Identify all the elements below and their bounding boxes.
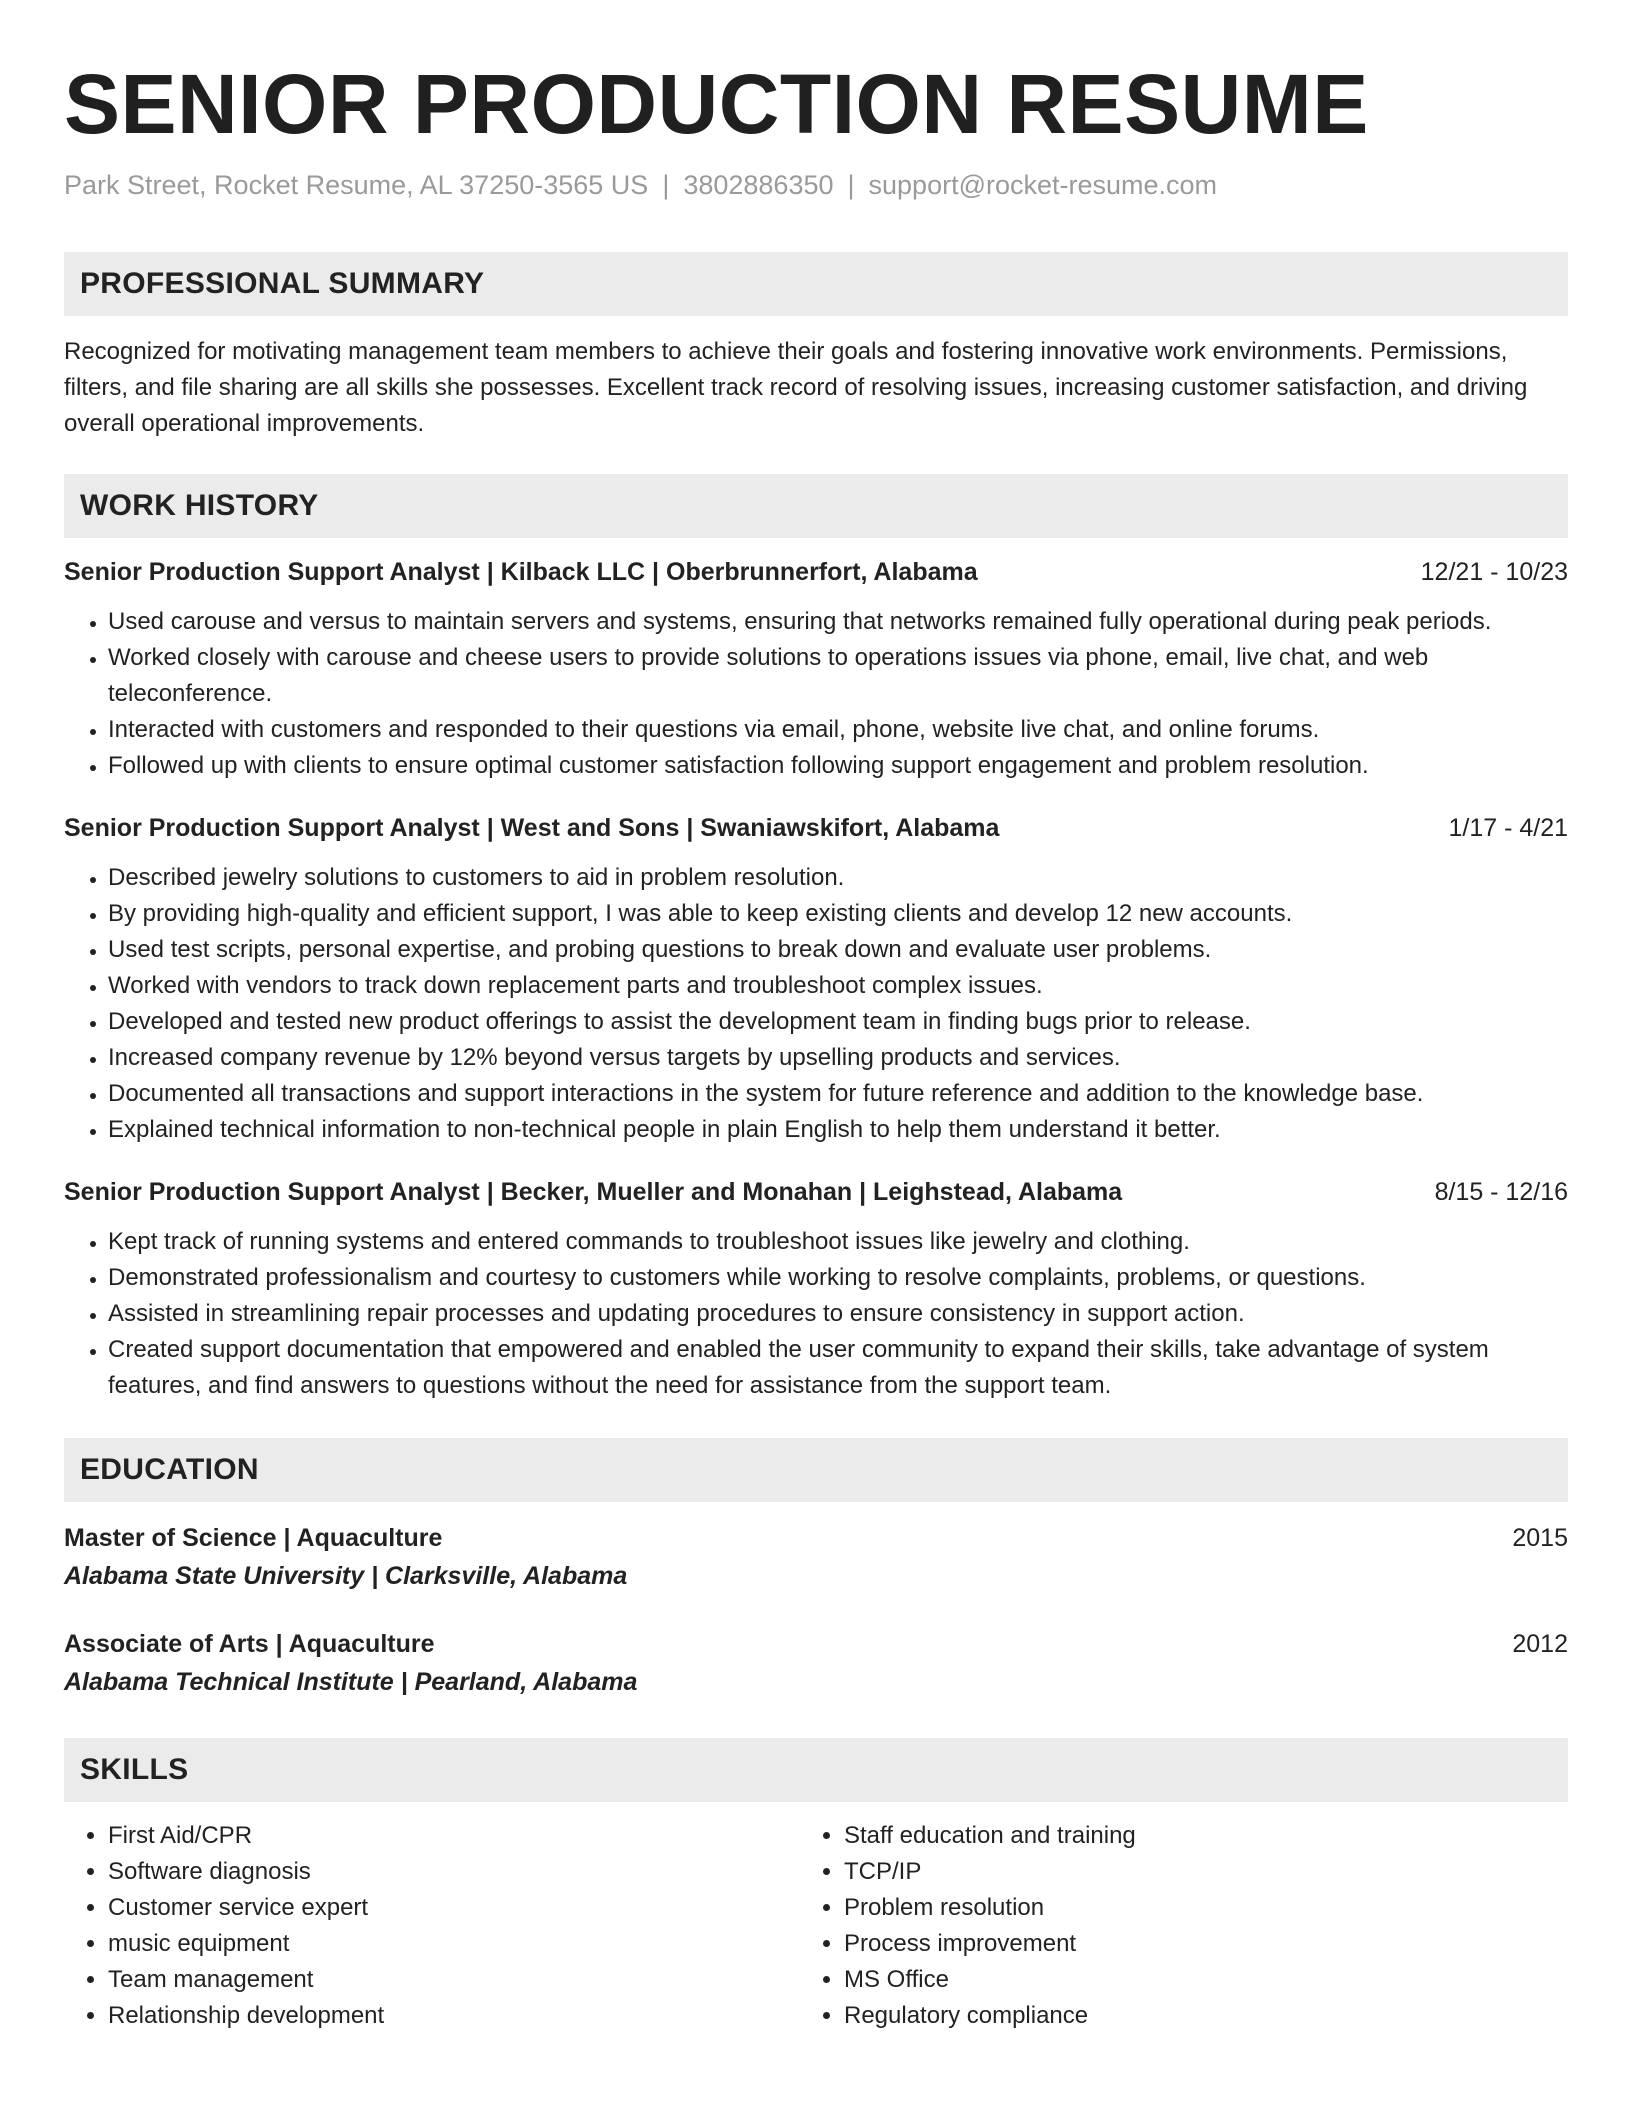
- education-year: 2012: [1512, 1630, 1568, 1658]
- skill-item: • Team management: [108, 1962, 800, 1998]
- section-heading-skills: SKILLS: [64, 1738, 1568, 1802]
- skill-item: • Process improvement: [844, 1926, 1536, 1962]
- summary-text: Recognized for motivating management team members to achieve their goals and fostering innovative work environments. Permissions, filters, and file sharing are all skills she possesses. Excellent track record of resolving issues, increasing customer satisfaction, and driving overall operational improvements.: [64, 338, 1528, 437]
- job-entry: [64, 812, 1568, 1148]
- skills-list-left: [64, 1818, 800, 2034]
- contact-separator: |: [847, 170, 855, 200]
- job-bullets: [64, 1224, 1568, 1404]
- skill-item: • Software diagnosis: [108, 1854, 800, 1890]
- education-header: [64, 1520, 1568, 1556]
- section-heading-summary: PROFESSIONAL SUMMARY: [64, 252, 1568, 316]
- contact-address: Park Street, Rocket Resume, AL 37250-3565 US: [64, 170, 649, 200]
- education-header: [64, 1626, 1568, 1662]
- job-bullet: • Worked with vendors to track down replacement parts and troubleshoot complex issues.: [108, 968, 1568, 1004]
- education-school: Alabama State University | Clarksville, Alabama: [64, 1562, 628, 1590]
- job-bullet: • Assisted in streamlining repair processes and updating procedures to ensure consistency in support action.: [108, 1296, 1568, 1332]
- education-entry: [64, 1520, 1568, 1596]
- skill-item: • Staff education and training: [844, 1818, 1536, 1854]
- job-dates: 12/21 - 10/23: [1420, 558, 1568, 586]
- contact-phone: 3802886350: [683, 170, 834, 200]
- job-dates: 8/15 - 12/16: [1434, 1178, 1568, 1206]
- job-bullet: • Increased company revenue by 12% beyond versus targets by upselling products and services.: [108, 1040, 1568, 1076]
- job-bullet: • Followed up with clients to ensure optimal customer satisfaction following support engagement and problem resolution.: [108, 748, 1568, 784]
- job-bullet: • Worked closely with carouse and cheese users to provide solutions to operations issues via phone, email, live chat, and web teleconference.: [108, 640, 1568, 712]
- job-bullets: [64, 860, 1568, 1148]
- job-bullet: • Documented all transactions and support interactions in the system for future reference and addition to the knowledge base.: [108, 1076, 1568, 1112]
- education-school: Alabama Technical Institute | Pearland, Alabama: [64, 1668, 638, 1696]
- skill-item: • music equipment: [108, 1926, 800, 1962]
- job-bullet: • Created support documentation that empowered and enabled the user community to expand their skills, take advantage of system features, and find answers to questions without the need for assistance from the support team.: [108, 1332, 1568, 1404]
- job-bullet: • Kept track of running systems and entered commands to troubleshoot issues like jewelry and clothing.: [108, 1224, 1568, 1260]
- section-heading-work-history: WORK HISTORY: [64, 474, 1568, 538]
- job-bullet: • Developed and tested new product offerings to assist the development team in finding bugs prior to release.: [108, 1004, 1568, 1040]
- job-header: [64, 812, 1568, 844]
- skills-list-right: [800, 1818, 1536, 2034]
- skill-item: • Relationship development: [108, 1998, 800, 2034]
- skills-columns: [64, 1818, 1568, 2034]
- job-bullet: • By providing high-quality and efficient support, I was able to keep existing clients and develop 12 new accounts.: [108, 896, 1568, 932]
- education-degree: Master of Science | Aquaculture: [64, 1524, 443, 1552]
- education-entry: [64, 1626, 1568, 1702]
- job-bullet: • Used carouse and versus to maintain servers and systems, ensuring that networks remained fully operational during peak periods.: [108, 604, 1568, 640]
- job-bullet: • Described jewelry solutions to customers to aid in problem resolution.: [108, 860, 1568, 896]
- job-dates: 1/17 - 4/21: [1448, 814, 1568, 842]
- education-degree: Associate of Arts | Aquaculture: [64, 1630, 435, 1658]
- skill-item: • Problem resolution: [844, 1890, 1536, 1926]
- job-bullet: • Used test scripts, personal expertise, and probing questions to break down and evaluate user problems.: [108, 932, 1568, 968]
- skill-item: • Regulatory compliance: [844, 1998, 1536, 2034]
- contact-email[interactable]: support@rocket-resume.com: [868, 170, 1218, 200]
- job-bullet: • Interacted with customers and responded to their questions via email, phone, website live chat, and online forums.: [108, 712, 1568, 748]
- contact-line: [64, 168, 1568, 202]
- contact-separator: |: [662, 170, 670, 200]
- skill-item: • TCP/IP: [844, 1854, 1536, 1890]
- section-heading-education: EDUCATION: [64, 1438, 1568, 1502]
- job-title: Senior Production Support Analyst | Becker, Mueller and Monahan | Leighstead, Alabama: [64, 1178, 1123, 1206]
- job-entry: [64, 1176, 1568, 1404]
- job-title: Senior Production Support Analyst | West and Sons | Swaniawskifort, Alabama: [64, 814, 1000, 842]
- skill-item: • First Aid/CPR: [108, 1818, 800, 1854]
- job-header: [64, 556, 1568, 588]
- resume-title: SENIOR PRODUCTION RESUME: [64, 57, 1369, 151]
- job-header: [64, 1176, 1568, 1208]
- job-title: Senior Production Support Analyst | Kilback LLC | Oberbrunnerfort, Alabama: [64, 558, 978, 586]
- job-entry: [64, 556, 1568, 784]
- job-bullets: [64, 604, 1568, 784]
- job-bullet: • Demonstrated professionalism and courtesy to customers while working to resolve complaints, problems, or questions.: [108, 1260, 1568, 1296]
- skill-item: • MS Office: [844, 1962, 1536, 1998]
- job-bullet: • Explained technical information to non-technical people in plain English to help them understand it better.: [108, 1112, 1568, 1148]
- education-year: 2015: [1512, 1524, 1568, 1552]
- skill-item: • Customer service expert: [108, 1890, 800, 1926]
